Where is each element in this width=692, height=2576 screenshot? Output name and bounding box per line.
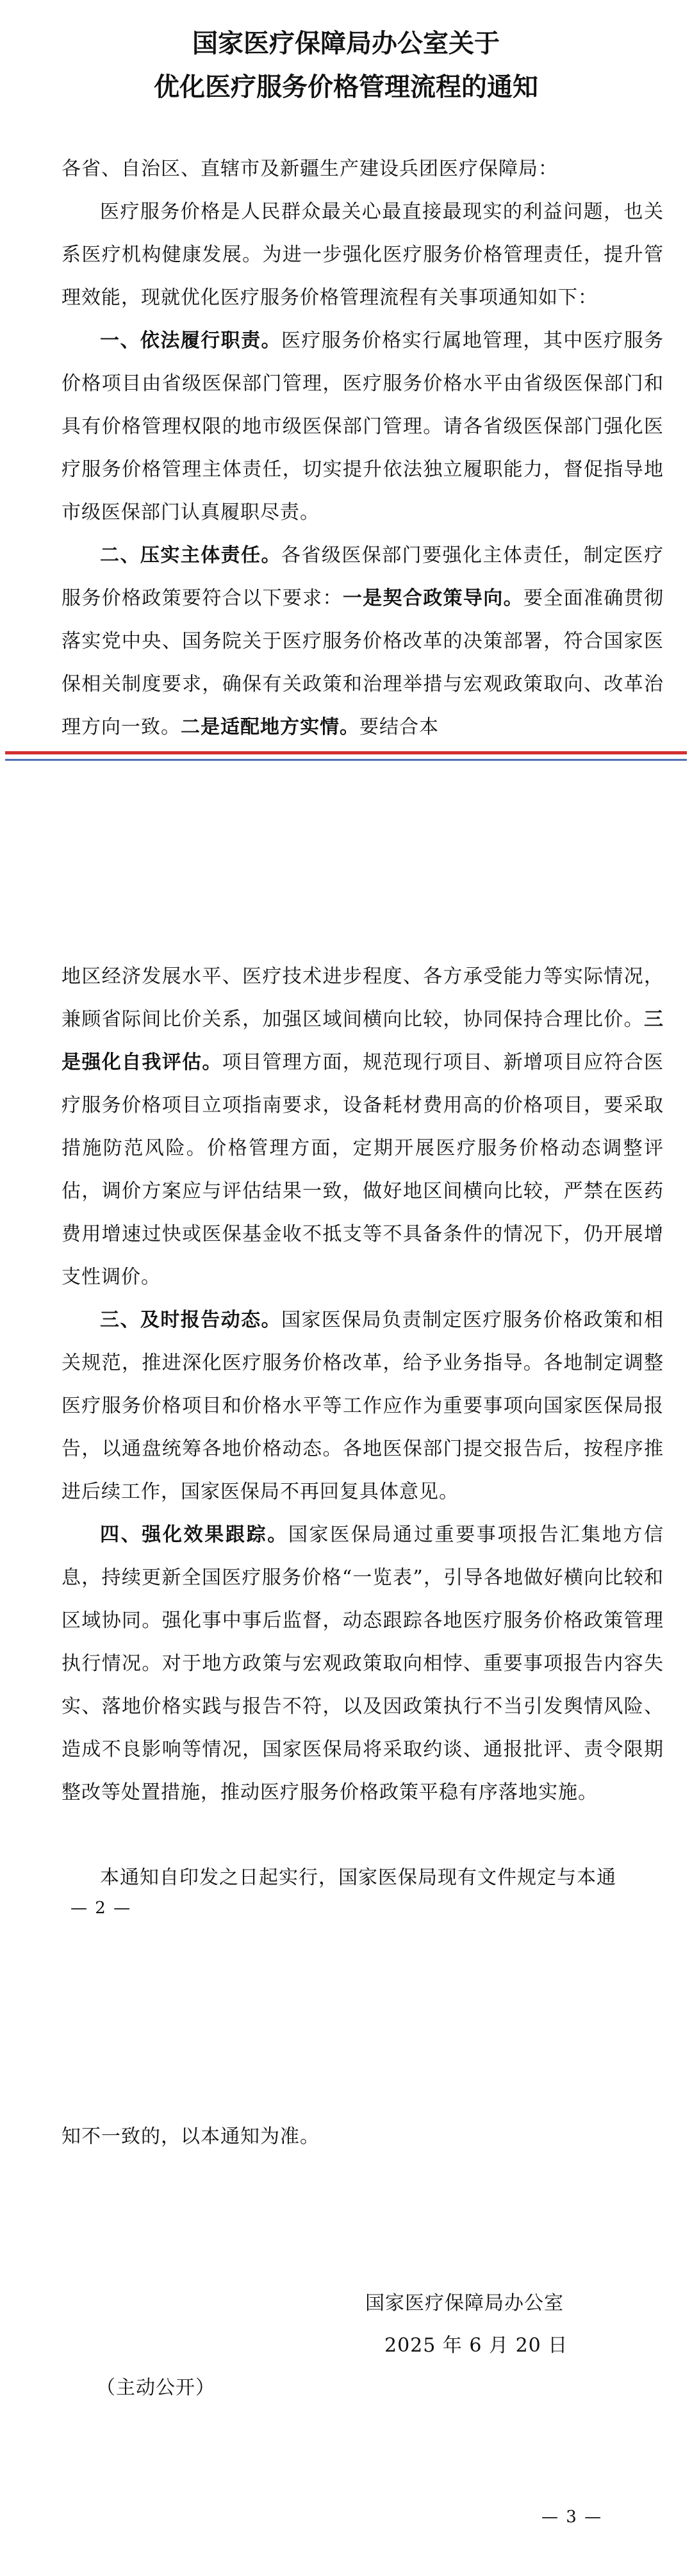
- section-2-req-2-body-a: 要结合本: [359, 716, 439, 738]
- salutation: 各省、自治区、直辖市及新疆生产建设兵团医疗保障局：: [62, 158, 558, 180]
- document-title-line-1: 国家医疗保障局办公室关于: [192, 29, 500, 58]
- issuer-signature: 国家医疗保障局办公室: [365, 2292, 564, 2314]
- section-2-req-2-heading: 二是适配地方实情。: [181, 716, 359, 738]
- section-2-req-1-heading: 一是契合政策导向。: [342, 587, 523, 610]
- closing-paragraph-part-2: 知不一致的，以本通知为准。: [62, 2125, 320, 2148]
- page-break-red-rule: [5, 751, 687, 754]
- section-2-heading: 二、压实主体责任。: [100, 544, 281, 567]
- section-2-req-3-heading: 三是强化自我评估。: [62, 1008, 664, 1074]
- page-number-3: — 3 —: [541, 2507, 603, 2527]
- section-2-continued: [62, 955, 664, 1299]
- section-2-req-2-body-b: 地区经济发展水平、医疗技术进步程度、各方承受能力等实际情况，兼顾省际间比价关系，加强区域间横向比较，协同保持合理比价。: [62, 965, 664, 1031]
- intro-paragraph: 医疗服务价格是人民群众最关心最直接最现实的利益问题，也关系医疗机构健康发展。为进一步强化医疗服务价格管理责任，提升管理效能，现就优化医疗服务价格管理流程有关事项通知如下：: [62, 201, 664, 309]
- section-2-paragraph: [62, 534, 664, 749]
- section-4-paragraph: [62, 1513, 664, 1814]
- section-1-body: 医疗服务价格实行属地管理，其中医疗服务价格项目由省级医保部门管理，医疗服务价格水平由省级医保部门和具有价格管理权限的地市级医保部门管理。请各省级医保部门强化医疗服务价格管理主体责任，切实提升依法独立履职能力，督促指导地市级医保部门认真履职尽责。: [62, 329, 664, 524]
- section-4-body: 国家医保局通过重要事项报告汇集地方信息，持续更新全国医疗服务价格“一览表”，引导各地做好横向比较和区域协同。强化事中事后监督，动态跟踪各地医疗服务价格政策管理执行情况。对于地方政策与宏观政策取向相悖、重要事项报告内容失实、落地价格实践与报告不符，以及因政策执行不当引发舆情风险、造成不良影响等情况，国家医保局将采取约谈、通报批评、责令限期整改等处置措施，推动医疗服务价格政策平稳有序落地实施。: [62, 1524, 664, 1804]
- section-2-body-a: 各省级医保部门要强化主体责任，制定医疗服务价格政策要符合以下要求：: [62, 544, 664, 610]
- closing-paragraph-part-1: 本通知自印发之日起实行，国家医保局现有文件规定与本通: [100, 1866, 616, 1889]
- issue-date: 2025 年 6 月 20 日: [384, 2334, 568, 2357]
- page-number-2: — 2 —: [70, 1899, 132, 1918]
- section-2-req-3-body: 项目管理方面，规范现行项目、新增项目应符合医疗服务价格项目立项指南要求，设备耗材费用高的价格项目，要采取措施防范风险。价格管理方面，定期开展医疗服务价格动态调整评估，调价方案应与评估结果一致，做好地区间横向比较，严禁在医药费用增速过快或医保基金收不抵支等不具备条件的情况下，仍开展增支性调价。: [62, 1051, 664, 1288]
- section-1-paragraph: [62, 319, 664, 534]
- section-3-heading: 三、及时报告动态。: [100, 1309, 281, 1331]
- section-2-req-1-body: 要全面准确贯彻落实党中央、国务院关于医疗服务价格改革的决策部署，符合国家医保相关制度要求，确保有关政策和治理举措与宏观政策取向、改革治理方向一致。: [62, 587, 664, 738]
- section-3-paragraph: [62, 1299, 664, 1513]
- section-4-heading: 四、强化效果跟踪。: [100, 1524, 288, 1546]
- disclosure-label: （主动公开）: [96, 2377, 215, 2399]
- section-1-heading: 一、依法履行职责。: [100, 329, 281, 352]
- section-3-body: 国家医保局负责制定医疗服务价格政策和相关规范，推进深化医疗服务价格改革，给予业务指导。各地制定调整医疗服务价格项目和价格水平等工作应作为重要事项向国家医保局报告，以通盘统筹各地价格动态。各地医保部门提交报告后，按程序推进后续工作，国家医保局不再回复具体意见。: [62, 1309, 664, 1503]
- document-title-line-2: 优化医疗服务价格管理流程的通知: [154, 72, 538, 102]
- page-break-blue-rule: [5, 759, 687, 761]
